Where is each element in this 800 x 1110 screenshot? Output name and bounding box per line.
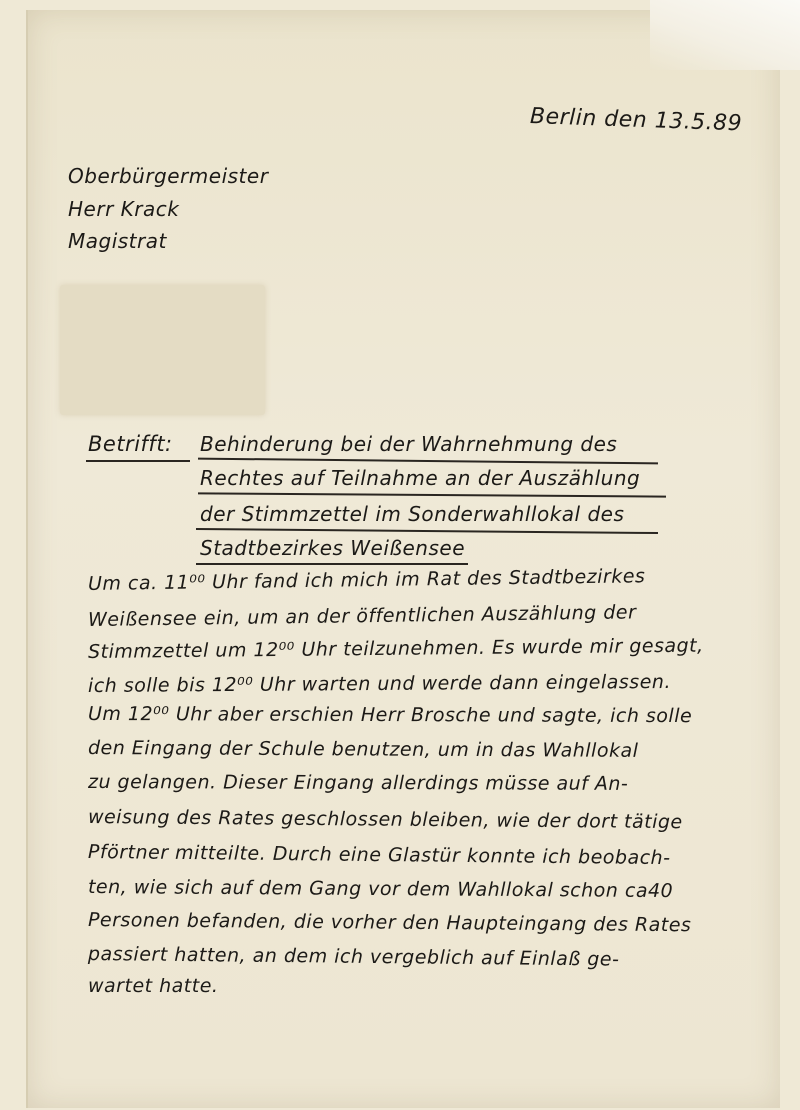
body-line: Stimmzettel um 12⁰⁰ Uhr teilzunehmen. Es wurde mir gesagt,	[87, 634, 704, 663]
body-line: wartet hatte.	[88, 975, 219, 997]
subject-label: Betrifft:	[88, 432, 173, 456]
redacted-area	[60, 285, 265, 415]
recipient-title: Oberbürgermeister	[68, 164, 269, 188]
body-line: passiert hatten, an dem ich vergeblich auf Einlaß ge-	[87, 943, 620, 971]
body-line: Um ca. 11⁰⁰ Uhr fand ich mich im Rat des Stadtbezirkes	[87, 565, 646, 595]
body-line: zu gelangen. Dieser Eingang allerdings müsse auf An-	[87, 771, 629, 795]
body-line: Weißensee ein, um an der öffentlichen Auszählung der	[87, 601, 637, 631]
letter-date: Berlin den 13.5.89	[529, 104, 743, 137]
body-line: ten, wie sich auf dem Gang vor dem Wahllokal schon ca40	[87, 876, 674, 903]
recipient-name: Herr Krack	[68, 197, 180, 221]
subject-line: Behinderung bei der Wahrnehmung des	[200, 432, 618, 456]
torn-corner	[650, 0, 800, 70]
body-line: ich solle bis 12⁰⁰ Uhr warten und werde dann eingelassen.	[87, 670, 672, 697]
subject-line: der Stimmzettel im Sonderwahllokal des	[200, 502, 625, 526]
recipient-office: Magistrat	[68, 229, 167, 253]
body-line: Um 12⁰⁰ Uhr aber erschien Herr Brosche und sagte, ich solle	[87, 703, 693, 728]
subject-line: Stadtbezirkes Weißensee	[200, 536, 466, 560]
subject-label-underline	[86, 460, 190, 462]
body-line: Personen befanden, die vorher den Haupteingang des Rates	[87, 909, 692, 937]
subject-underline	[196, 563, 468, 565]
body-line: weisung des Rates geschlossen bleiben, wie der dort tätige	[87, 806, 683, 834]
body-line: Pförtner mitteilte. Durch eine Glastür konnte ich beobach-	[87, 841, 671, 870]
subject-line: Rechtes auf Teilnahme an der Auszählung	[200, 466, 641, 490]
body-line: den Eingang der Schule benutzen, um in das Wahllokal	[87, 737, 639, 762]
